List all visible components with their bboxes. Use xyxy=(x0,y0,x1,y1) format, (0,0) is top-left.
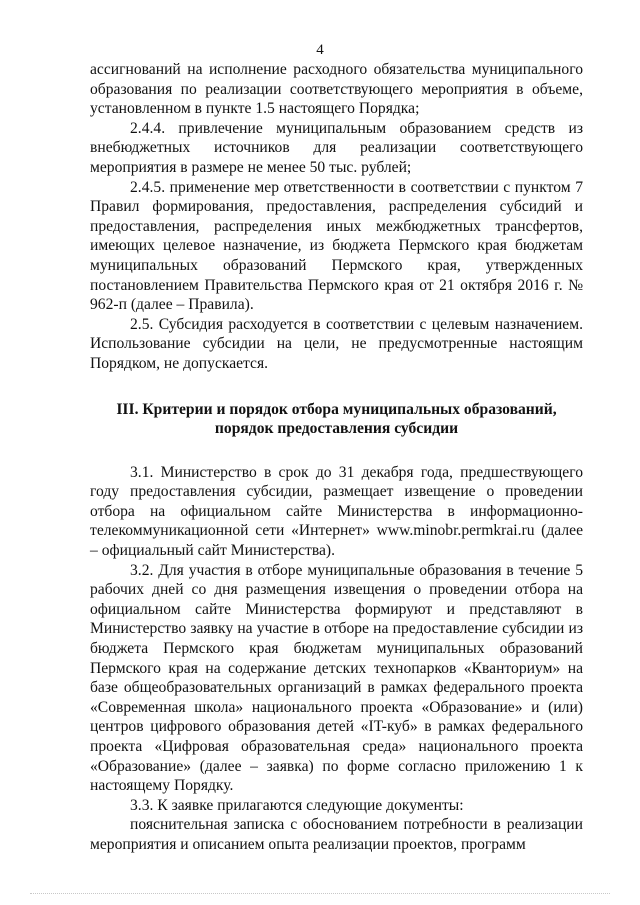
paragraph-continuation: ассигнований на исполнение расходного обязательства муниципального образования по реализации соответствующего мероприятия в объеме, установленном в пункте 1.5 настоящего Порядка; xyxy=(90,61,583,118)
paragraph-2-5: 2.5. Субсидия расходуется в соответствии с целевым назначением. Использование субсидии на цели, не предусмотренные настоящим Порядком, не допускается. xyxy=(90,315,583,372)
paragraph-2-4-4: 2.4.4. привлечение муниципальным образованием средств из внебюджетных источников для реализации соответствующего мероприятия в размере не менее 50 тыс. рублей; xyxy=(90,119,583,176)
document-body xyxy=(90,60,583,855)
page-bottom-edge xyxy=(30,893,610,895)
paragraph-3-3: 3.3. К заявке прилагаются следующие документы: xyxy=(130,796,464,814)
paragraph-3-1: 3.1. Министерство в срок до 31 декабря года, предшествующего году предоставления субсидии, размещает извещение о проведении отбора на официальном сайте Министерства в информационно-телекоммуникационной сети «Интернет» www.minobr.permkrai.ru (далее – официальный сайт Министерства). xyxy=(90,463,583,560)
section-heading-line-2: порядок предоставления субсидии xyxy=(214,420,459,438)
paragraph-explanatory-note: пояснительная записка с обоснованием потребности в реализации мероприятия и описанием опыта реализации проектов, программ xyxy=(90,816,583,853)
section-heading xyxy=(90,400,583,439)
paragraph-3-2: 3.2. Для участия в отборе муниципальные образования в течение 5 рабочих дней со дня размещения извещения о проведении отбора на официальном сайте Министерства формируют и представляют в Министерство заявку на участие в отборе на предоставление субсидии из бюджета Пермского края бюджетам муниципальных образований Пермского края на содержание детских технопарков «Кванториум» на базе общеобразовательных организаций в рамках федерального проекта «Современная школа» национального проекта «Образование» и (или) центров цифрового образования детей «IT-куб» в рамках федерального проекта «Цифровая образовательная среда» национального проекта «Образование» (далее – заявка) по форме согласно приложению 1 к настоящему Порядку. xyxy=(90,561,583,795)
section-heading-line-1: III. Критерии и порядок отбора муниципальных образований, xyxy=(116,400,557,418)
page-number: 4 xyxy=(316,42,324,58)
paragraph-2-4-5: 2.4.5. применение мер ответственности в соответствии с пунктом 7 Правил формирования, предоставления, распределения субсидий и предоставления, распределения иных межбюджетных трансфертов, имеющих целевое назначение, из бюджета Пермского края бюджетам муниципальных образований Пермского края, утвержденных постановлением Правительства Пермского края от 21 октября 2016 г. № 962-п (далее – Правила). xyxy=(90,178,583,314)
